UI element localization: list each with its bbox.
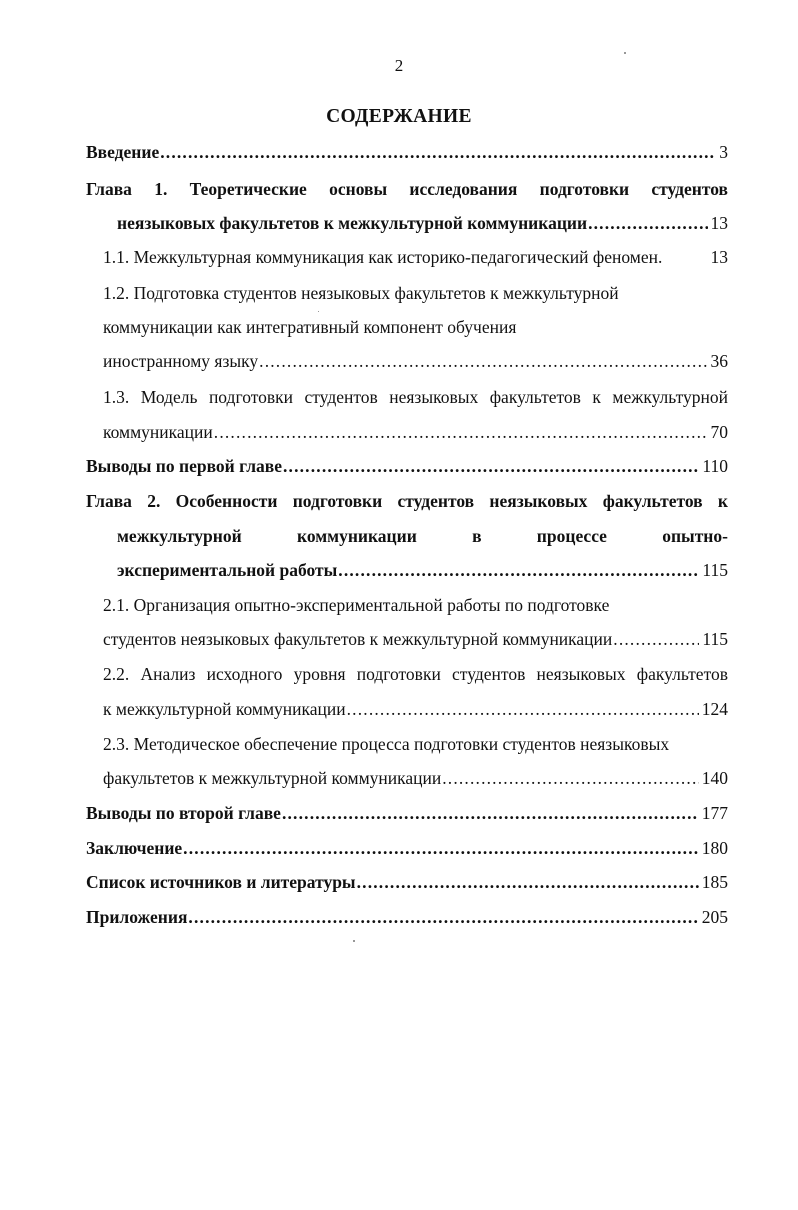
toc-section-2-2 [103,697,728,721]
toc-entry-conclusions-2 [86,801,728,825]
toc-entry-text: иностранному языку [103,351,259,371]
toc-section-1-1 [103,245,728,269]
toc-title: СОДЕРЖАНИЕ [326,106,472,127]
toc-entry-page: 13 [710,213,728,233]
toc-section-2-2-title: 2.2. Анализ исходного уровня подготовки студентов неязыковых факультетов [103,664,728,684]
toc-word: опытно- [662,526,728,546]
toc-chapter-2 [117,558,728,582]
toc-entry-page: 124 [701,699,728,719]
toc-entry-text: факультетов к межкультурной коммуникации [103,768,442,788]
toc-entry-page: 180 [701,838,728,858]
scan-speck [624,52,626,54]
toc-section-2-3-title: 2.3. Методическое обеспечение процесса подготовки студентов неязыковых [103,734,670,754]
toc-entry-page: 185 [701,872,728,892]
toc-entry-conclusion [86,836,728,860]
toc-entry-text: Список источников и литературы [86,872,356,892]
toc-entry-page: 177 [701,803,728,823]
toc-chapter-2-title: Глава 2. Особенности подготовки студентов неязыковых факультетов к [86,491,728,511]
toc-entry-page: 140 [701,768,728,788]
toc-section-1-2-title: 1.2. Подготовка студентов неязыковых факультетов к межкультурной [103,283,619,303]
toc-chapter-1 [117,211,728,235]
toc-entry-text: Приложения [86,907,188,927]
toc-entry-text: коммуникации [103,422,213,442]
toc-entry-text: к межкультурной коммуникации [103,699,346,719]
toc-entry-intro [86,140,728,164]
toc-entry-text: 1.1. Межкультурная коммуникация как историко-педагогический феномен. [103,247,663,267]
toc-entry-text: Выводы по первой главе [86,456,282,476]
toc-entry-text: Введение [86,142,160,162]
toc-entry-page: 110 [702,456,728,476]
toc-section-1-3 [103,420,728,444]
toc-word: коммуникации [296,526,417,546]
toc-entry-appendix [86,905,728,929]
toc-section-2-1 [103,627,728,651]
toc-chapter-2-title-cont [117,524,728,548]
toc-entry-page: 115 [702,629,728,649]
page-number: 2 [394,56,404,75]
toc-entry-page: 3 [719,142,728,162]
toc-entry-text: Заключение [86,838,183,858]
toc-entry-page: 13 [710,247,728,267]
toc-entry-conclusions-1 [86,454,728,478]
toc-entry-text: Выводы по второй главе [86,803,281,823]
toc-section-1-2-title-cont: коммуникации как интегративный компонент обучения [103,317,517,337]
toc-entry-text: неязыковых факультетов к межкультурной коммуникации [117,213,588,233]
scan-speck [353,940,355,942]
scan-speck [318,311,319,312]
toc-word: межкультурной [117,526,242,546]
toc-section-1-2 [103,349,728,373]
toc-section-2-1-title: 2.1. Организация опытно-экспериментальной работы по подготовке [103,595,610,615]
toc-entry-page: 205 [701,907,728,927]
toc-entry-page: 70 [710,422,728,442]
toc-entry-references [86,870,728,894]
toc-section-1-3-title: 1.3. Модель подготовки студентов неязыковых факультетов к межкультурной [103,387,728,407]
toc-word: в [472,526,482,546]
toc-section-2-3 [103,766,728,790]
toc-word: процессе [536,526,607,546]
toc-entry-text: экспериментальной работы [117,560,338,580]
toc-entry-page: 36 [710,351,728,371]
toc-entry-text: студентов неязыковых факультетов к межкультурной коммуникации [103,629,613,649]
toc-entry-page: 115 [702,560,728,580]
toc-chapter-1-title: Глава 1. Теоретические основы исследования подготовки студентов [86,179,728,199]
